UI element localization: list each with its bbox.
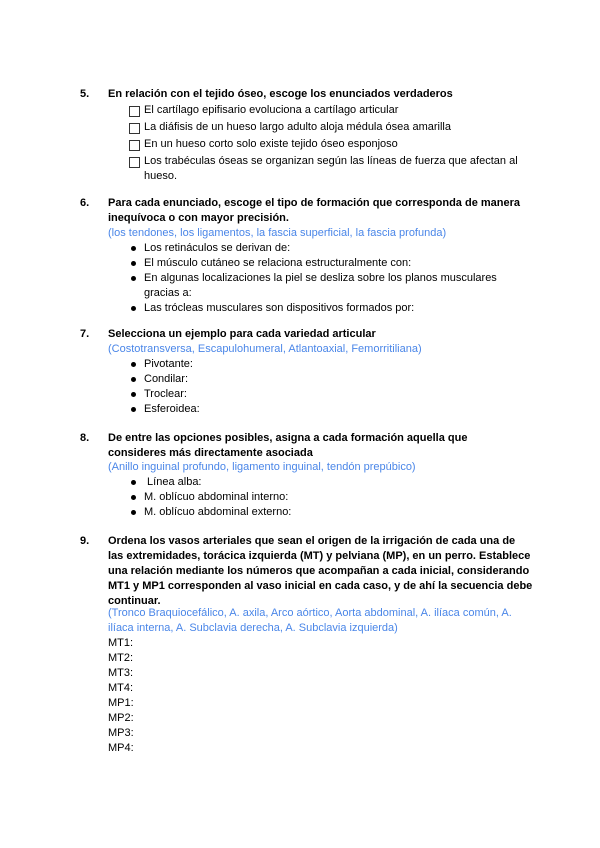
list-item-text: M. oblícuo abdominal interno: [144, 491, 289, 503]
question-number: 7. [80, 328, 90, 340]
answer-label: MP3: [108, 727, 134, 739]
answer-line[interactable] [0, 741, 600, 756]
question-text: En relación con el tejido óseo, escoge los enunciados verdaderos [108, 88, 453, 100]
options-hint: (Anillo inguinal profundo, ligamento inguinal, tendón prepúbico) [108, 461, 416, 473]
bullet-icon [131, 495, 136, 500]
answer-line[interactable] [0, 681, 600, 696]
bullet-icon [131, 276, 136, 281]
checkbox-icon[interactable] [129, 157, 140, 168]
answer-label: MT3: [108, 667, 134, 679]
checkbox-item[interactable] [0, 154, 600, 184]
list-item [0, 256, 600, 271]
list-item [0, 372, 600, 387]
list-item-text: Línea alba: [144, 476, 202, 488]
list-item [0, 241, 600, 256]
answer-label: MT4: [108, 682, 134, 694]
question-text: Para cada enunciado, escoge el tipo de formación que corresponda de manera inequívoca o con mayor precisión. [108, 197, 521, 224]
checkbox-list [0, 103, 600, 184]
bullet-icon [131, 261, 136, 266]
bullet-icon [131, 510, 136, 515]
list-item-text: Esferoidea: [144, 403, 200, 415]
list-item [0, 505, 600, 520]
checkbox-label: La diáfisis de un hueso largo adulto aloja médula ósea amarilla [144, 121, 451, 133]
checkbox-label: Los trabéculas óseas se organizan según las líneas de fuerza que afectan al hueso. [144, 155, 518, 182]
list-item-text: En algunas localizaciones la piel se desliza sobre los planos musculares gracias a: [144, 272, 497, 299]
bullet-icon [131, 407, 136, 412]
list-item-text: Troclear: [144, 388, 187, 400]
answer-list [0, 636, 600, 756]
list-item [0, 475, 600, 490]
answer-line[interactable] [0, 666, 600, 681]
list-item-text: Condilar: [144, 373, 189, 385]
list-item [0, 301, 600, 316]
bullet-list [0, 241, 600, 316]
list-item [0, 402, 600, 417]
options-hint: (Costotransversa, Escapulohumeral, Atlantoaxial, Femorritiliana) [108, 343, 422, 355]
options-hint: (Tronco Braquiocefálico, A. axila, Arco aórtico, Aorta abdominal, A. ilíaca común, A. ilíaca interna, A. Subclavia derecha, A. Subclavia izquierda) [108, 607, 512, 634]
checkbox-icon[interactable] [129, 123, 140, 134]
list-item-text: El músculo cutáneo se relaciona estructuralmente con: [144, 257, 412, 269]
options-hint: (los tendones, los ligamentos, la fascia superficial, la fascia profunda) [108, 227, 447, 239]
list-item-text: M. oblícuo abdominal externo: [144, 506, 292, 518]
question-text: Selecciona un ejemplo para cada variedad articular [108, 328, 376, 340]
question-number: 5. [80, 88, 90, 100]
checkbox-label: El cartílago epifisario evoluciona a cartílago articular [144, 104, 399, 116]
checkbox-icon[interactable] [129, 140, 140, 151]
bullet-icon [131, 362, 136, 367]
bullet-icon [131, 246, 136, 251]
bullet-list [0, 357, 600, 417]
list-item [0, 271, 600, 301]
list-item-text: Los retináculos se derivan de: [144, 242, 291, 254]
list-item-text: Las trócleas musculares son dispositivos formados por: [144, 302, 415, 314]
checkbox-item[interactable] [0, 120, 600, 137]
question-number: 6. [80, 197, 90, 209]
answer-line[interactable] [0, 651, 600, 666]
answer-line[interactable] [0, 726, 600, 741]
list-item [0, 387, 600, 402]
bullet-icon [131, 306, 136, 311]
bullet-icon [131, 392, 136, 397]
list-item [0, 357, 600, 372]
answer-label: MP1: [108, 697, 134, 709]
answer-label: MT1: [108, 637, 134, 649]
bullet-icon [131, 480, 136, 485]
checkbox-item[interactable] [0, 103, 600, 120]
question-text: Ordena los vasos arteriales que sean el origen de la irrigación de cada una de las extremidades, torácica izquierda (MT) y pelviana (MP), en un perro. Establece una relación mediante los números que acompañan a cada inicial, considerando MT1 y MP1 corresponden al vaso inicial en cada caso, y de ahí la secuencia debe continuar. [108, 535, 533, 607]
bullet-list [0, 475, 600, 520]
list-item-text: Pivotante: [144, 358, 193, 370]
answer-label: MP2: [108, 712, 134, 724]
answer-line[interactable] [0, 636, 600, 651]
checkbox-item[interactable] [0, 137, 600, 154]
answer-label: MT2: [108, 652, 134, 664]
bullet-icon [131, 377, 136, 382]
question-text: De entre las opciones posibles, asigna a cada formación aquella que consideres más directamente asociada [108, 432, 468, 459]
checkbox-icon[interactable] [129, 106, 140, 117]
answer-line[interactable] [0, 711, 600, 726]
checkbox-label: En un hueso corto solo existe tejido óseo esponjoso [144, 138, 398, 150]
question-number: 8. [80, 432, 90, 444]
answer-label: MP4: [108, 742, 134, 754]
answer-line[interactable] [0, 696, 600, 711]
question-number: 9. [80, 535, 90, 547]
list-item [0, 490, 600, 505]
